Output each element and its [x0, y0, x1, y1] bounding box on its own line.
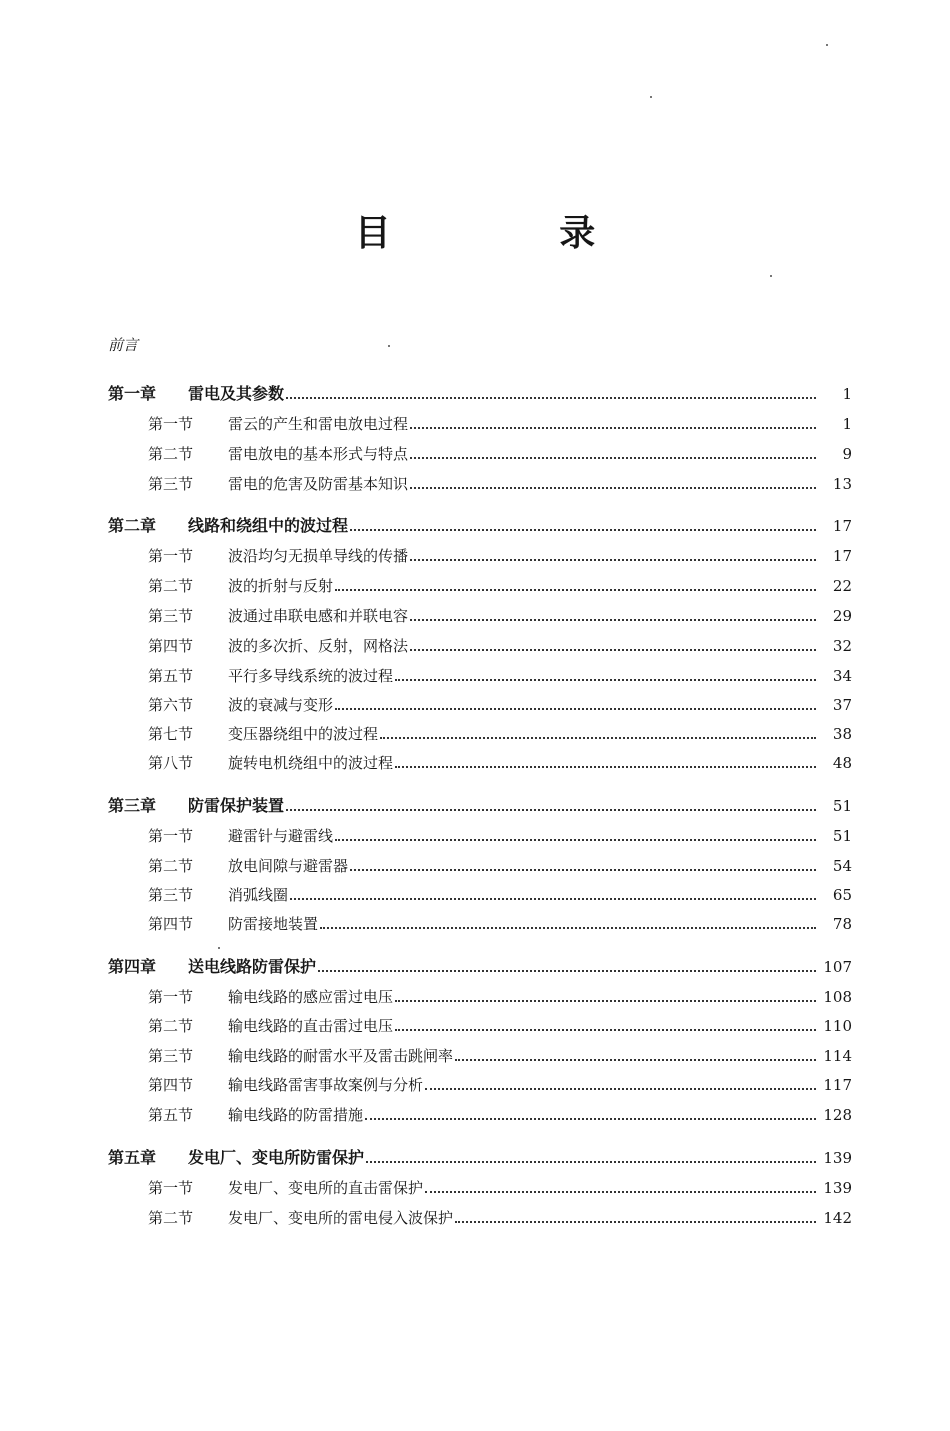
dot-leader [410, 643, 816, 651]
dot-leader [290, 892, 816, 900]
chapter-title: 雷电及其参数 [188, 384, 285, 403]
section-entry[interactable] [0, 822, 950, 846]
dot-leader [395, 1023, 816, 1031]
chapter-number: 第三章 [108, 796, 157, 815]
page-number: 29 [832, 607, 852, 625]
section-number: 第一节 [148, 1179, 194, 1197]
dot-leader [366, 1155, 816, 1163]
section-entry[interactable] [0, 852, 950, 876]
dot-leader [335, 583, 816, 591]
scan-speck [218, 947, 220, 949]
chapter-number: 第五章 [108, 1148, 157, 1167]
page-number: 22 [832, 577, 852, 595]
page-number: 13 [832, 475, 852, 493]
section-title: 雷电的危害及防雷基本知识 [228, 475, 409, 493]
section-number: 第三节 [148, 607, 194, 625]
section-entry[interactable] [0, 1174, 950, 1198]
page-number: 139 [823, 1149, 852, 1167]
chapter-entry[interactable] [0, 792, 950, 816]
chapter-number: 第四章 [108, 957, 157, 976]
section-number: 第二节 [148, 445, 194, 463]
section-title: 输电线路的直击雷过电压 [228, 1017, 394, 1035]
page-number: 142 [823, 1209, 852, 1227]
section-title: 波的折射与反射 [228, 577, 334, 595]
section-entry[interactable] [0, 440, 950, 464]
section-number: 第六节 [148, 696, 194, 714]
section-title: 输电线路的感应雷过电压 [228, 988, 394, 1006]
section-entry[interactable] [0, 470, 950, 494]
dot-leader [410, 613, 816, 621]
page-number: 17 [832, 517, 852, 535]
page-number: 108 [823, 988, 852, 1006]
page-number: 17 [832, 547, 852, 565]
section-entry[interactable] [0, 410, 950, 434]
page-title: 目 录 [354, 213, 674, 254]
section-entry[interactable] [0, 1012, 950, 1036]
scan-speck [826, 44, 828, 46]
section-entry[interactable] [0, 1071, 950, 1095]
page-number: 110 [823, 1017, 852, 1035]
page-number: 1 [842, 385, 852, 403]
section-entry[interactable] [0, 1101, 950, 1125]
dot-leader [350, 523, 816, 531]
section-title: 输电线路的防雷措施 [228, 1106, 364, 1124]
dot-leader [380, 731, 816, 739]
section-number: 第一节 [148, 415, 194, 433]
chapter-entry[interactable] [0, 380, 950, 404]
section-title: 输电线路的耐雷水平及雷击跳闸率 [228, 1047, 454, 1065]
section-number: 第三节 [148, 475, 194, 493]
dot-leader [286, 391, 816, 399]
section-entry[interactable] [0, 632, 950, 656]
section-number: 第一节 [148, 988, 194, 1006]
dot-leader [410, 451, 816, 459]
section-title: 避雷针与避雷线 [228, 827, 334, 845]
section-number: 第一节 [148, 827, 194, 845]
section-title: 发电厂、变电所的直击雷保护 [228, 1179, 424, 1197]
chapter-title: 发电厂、变电所防雷保护 [188, 1148, 365, 1167]
section-entry[interactable] [0, 662, 950, 686]
chapter-entry[interactable] [0, 1144, 950, 1168]
preface-entry: 前言 [108, 336, 139, 354]
page-number: 1 [842, 415, 852, 433]
section-title: 放电间隙与避雷器 [228, 857, 349, 875]
section-number: 第五节 [148, 667, 194, 685]
dot-leader [318, 964, 816, 972]
dot-leader [320, 921, 816, 929]
section-number: 第二节 [148, 577, 194, 595]
dot-leader [395, 760, 816, 768]
dot-leader [335, 833, 816, 841]
page-number: 117 [823, 1076, 852, 1094]
chapter-title: 防雷保护装置 [188, 796, 285, 815]
dot-leader [425, 1185, 816, 1193]
dot-leader [395, 673, 816, 681]
section-entry[interactable] [0, 1042, 950, 1066]
section-title: 输电线路雷害事故案例与分析 [228, 1076, 424, 1094]
section-title: 波的衰减与变形 [228, 696, 334, 714]
section-entry[interactable] [0, 602, 950, 626]
section-title: 波的多次折、反射，网格法 [228, 637, 409, 655]
page-number: 114 [823, 1047, 852, 1065]
page-number: 51 [832, 827, 852, 845]
section-number: 第三节 [148, 1047, 194, 1065]
page-number: 128 [823, 1106, 852, 1124]
section-title: 旋转电机绕组中的波过程 [228, 754, 394, 772]
dot-leader [350, 863, 816, 871]
scan-speck [388, 345, 390, 347]
dot-leader [455, 1215, 816, 1223]
page-number: 9 [842, 445, 852, 463]
section-title: 波沿均匀无损单导线的传播 [228, 547, 409, 565]
section-number: 第四节 [148, 637, 194, 655]
dot-leader [455, 1053, 816, 1061]
section-number: 第四节 [148, 1076, 194, 1094]
dot-leader [410, 481, 816, 489]
section-title: 波通过串联电感和并联电容 [228, 607, 409, 625]
chapter-title: 送电线路防雷保护 [188, 957, 317, 976]
section-entry[interactable] [0, 572, 950, 596]
dot-leader [395, 994, 816, 1002]
section-number: 第八节 [148, 754, 194, 772]
section-number: 第五节 [148, 1106, 194, 1124]
section-title: 雷云的产生和雷电放电过程 [228, 415, 409, 433]
section-entry[interactable] [0, 983, 950, 1007]
page-number: 139 [823, 1179, 852, 1197]
chapter-entry[interactable] [0, 953, 950, 977]
section-title: 消弧线圈 [228, 886, 289, 904]
section-entry[interactable] [0, 749, 950, 773]
page-number: 48 [832, 754, 852, 772]
page-number: 32 [832, 637, 852, 655]
section-entry[interactable] [0, 691, 950, 715]
section-title: 平行多导线系统的波过程 [228, 667, 394, 685]
section-number: 第一节 [148, 547, 194, 565]
section-number: 第二节 [148, 857, 194, 875]
section-title: 防雷接地装置 [228, 915, 319, 933]
section-entry[interactable] [0, 910, 950, 934]
page-number: 34 [832, 667, 852, 685]
chapter-title: 线路和绕组中的波过程 [188, 516, 349, 535]
page-number: 51 [832, 797, 852, 815]
page-number: 54 [832, 857, 852, 875]
dot-leader [425, 1082, 816, 1090]
section-entry[interactable] [0, 720, 950, 744]
page-number: 37 [832, 696, 852, 714]
dot-leader [335, 702, 816, 710]
chapter-entry[interactable] [0, 512, 950, 536]
dot-leader [365, 1112, 816, 1120]
dot-leader [410, 421, 816, 429]
section-number: 第二节 [148, 1209, 194, 1227]
page-number: 65 [832, 886, 852, 904]
scan-speck [770, 275, 772, 277]
section-entry[interactable] [0, 542, 950, 566]
section-entry[interactable] [0, 1204, 950, 1228]
section-number: 第三节 [148, 886, 194, 904]
section-title: 发电厂、变电所的雷电侵入波保护 [228, 1209, 454, 1227]
page-number: 38 [832, 725, 852, 743]
section-number: 第七节 [148, 725, 194, 743]
dot-leader [410, 553, 816, 561]
scan-speck [650, 96, 652, 98]
page-number: 107 [823, 958, 852, 976]
section-title: 雷电放电的基本形式与特点 [228, 445, 409, 463]
section-number: 第二节 [148, 1017, 194, 1035]
section-title: 变压器绕组中的波过程 [228, 725, 379, 743]
dot-leader [286, 803, 816, 811]
section-entry[interactable] [0, 881, 950, 905]
page-number: 78 [832, 915, 852, 933]
chapter-number: 第二章 [108, 516, 157, 535]
chapter-number: 第一章 [108, 384, 157, 403]
section-number: 第四节 [148, 915, 194, 933]
